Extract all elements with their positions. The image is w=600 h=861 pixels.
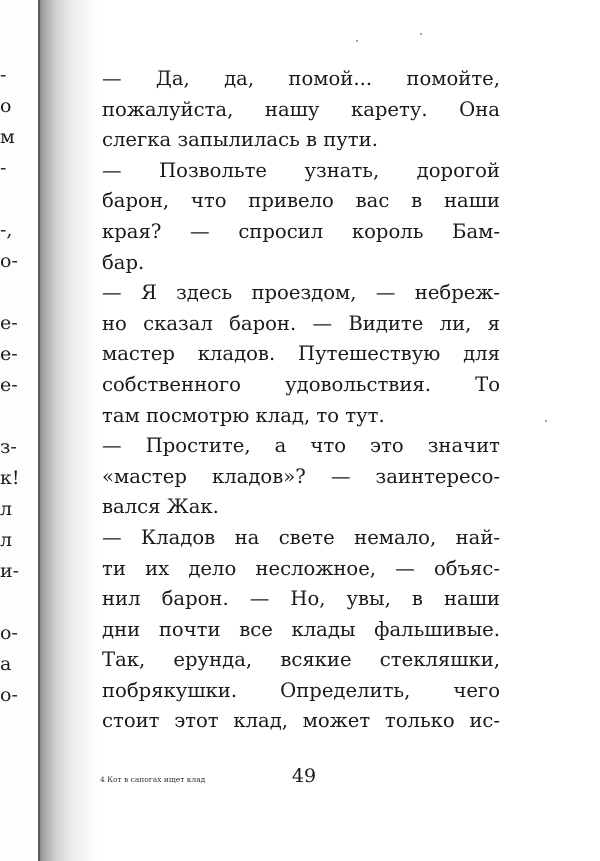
paper-speck <box>420 33 422 35</box>
text-line: — Простите, а что это значит <box>102 434 500 458</box>
paper-speck <box>356 40 358 42</box>
left-page-fragments <box>0 60 38 711</box>
fragment-line: о- <box>0 684 18 706</box>
fragment-line: а <box>0 653 12 675</box>
text-line: вался Жак. <box>102 495 219 519</box>
text-line: — Да, да, помой... помойте, <box>102 67 500 90</box>
page-number: 49 <box>291 765 317 787</box>
fragment-line <box>0 184 38 215</box>
fragment-line: - <box>0 64 7 86</box>
text-line: но сказал барон. — Видите ли, я <box>102 311 500 335</box>
text-line: барон, что привело вас в наши <box>102 189 500 213</box>
fragment-line: е- <box>0 374 18 396</box>
book-gutter-shadow <box>38 0 100 861</box>
fragment-line: л <box>0 529 13 551</box>
text-line: края? — спросил король Бам- <box>102 219 500 243</box>
text-line: — Кладов на свете немало, най- <box>102 525 500 549</box>
book-spine-line <box>38 0 40 861</box>
fragment-line: е- <box>0 343 18 365</box>
paper-speck <box>545 420 547 422</box>
fragment-line: о- <box>0 250 18 272</box>
text-line: — Позвольте узнать, дорогой <box>102 158 500 182</box>
text-line: собственного удовольствия. То <box>102 372 500 396</box>
fragment-line: - <box>0 157 7 179</box>
fragment-line: -, <box>0 219 13 241</box>
fragment-line <box>0 587 38 618</box>
fragment-line <box>0 401 38 432</box>
text-line: «мастер кладов»? — заинтересо- <box>102 464 500 488</box>
fragment-line: м <box>0 126 15 148</box>
fragment-line: к! <box>0 467 20 489</box>
text-line: слегка запылилась в пути. <box>102 128 378 152</box>
text-line: стоит этот клад, может только ис- <box>102 709 500 733</box>
fragment-line: з- <box>0 436 17 458</box>
page-body-text <box>102 64 500 737</box>
text-line: мастер кладов. Путешествую для <box>102 342 500 366</box>
text-line: нил барон. — Но, увы, в наши <box>102 587 500 611</box>
text-line: бар. <box>102 250 145 274</box>
text-line: дни почти все клады фальшивые. <box>102 617 500 641</box>
text-line: — Я здесь проездом, — небреж- <box>102 281 500 305</box>
text-line: Так, ерунда, всякие стекляшки, <box>102 648 500 672</box>
text-line: там посмотрю клад, то тут. <box>102 403 385 427</box>
fragment-line <box>0 277 38 308</box>
fragment-line: е- <box>0 312 18 334</box>
text-line: пожалуйста, нашу карету. Она <box>102 97 500 121</box>
fragment-line: о <box>0 95 12 117</box>
fragment-line: о- <box>0 622 18 644</box>
fragment-line: и- <box>0 560 20 582</box>
fragment-line: л <box>0 498 13 520</box>
text-line: ти их дело несложное, — объяс- <box>102 556 500 580</box>
text-line: побрякушки. Определить, чего <box>102 678 500 702</box>
printer-signature: 4 Кот в сапогах ищет клад <box>100 775 206 784</box>
